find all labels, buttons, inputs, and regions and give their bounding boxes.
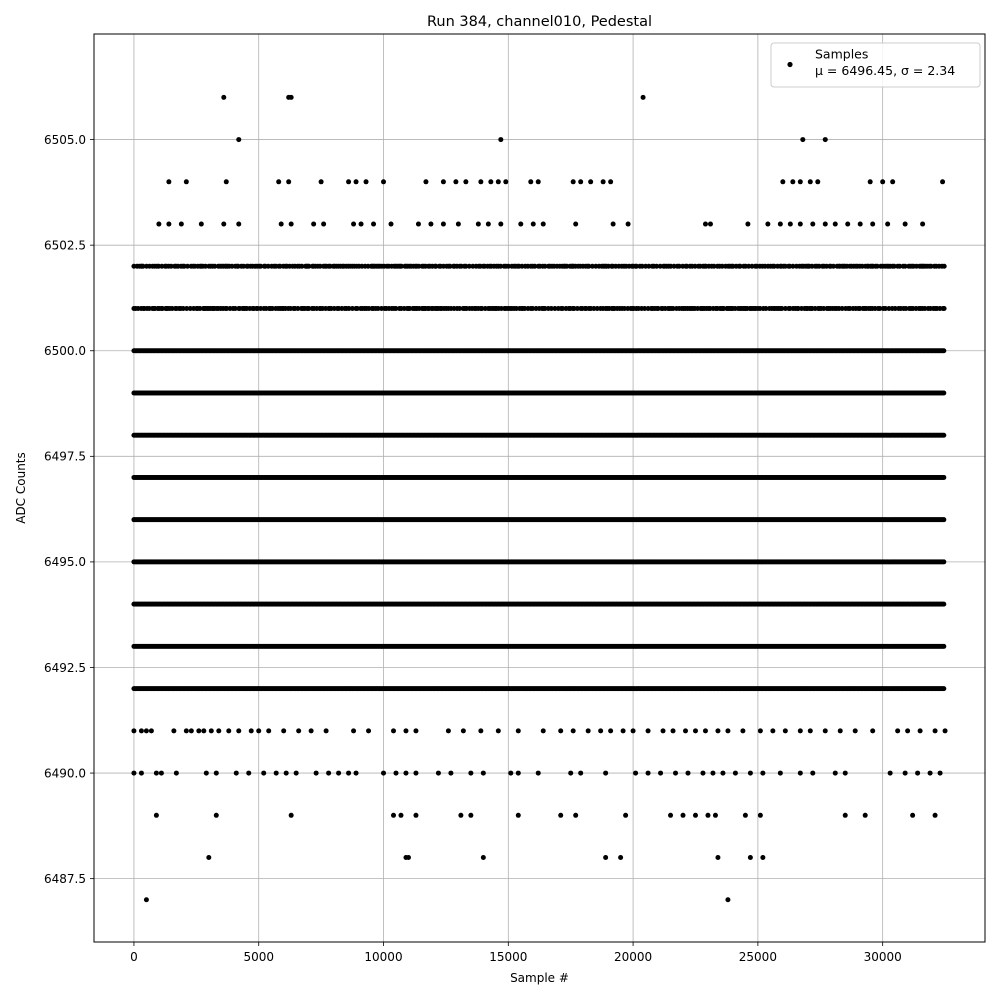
data-point xyxy=(941,517,946,522)
data-point xyxy=(941,433,946,438)
data-point xyxy=(941,390,946,395)
data-point xyxy=(941,602,946,607)
data-point xyxy=(941,475,946,480)
data-point xyxy=(941,644,946,649)
chart-title: Run 384, channel010, Pedestal xyxy=(426,14,653,30)
data-point xyxy=(941,686,946,691)
data-point xyxy=(941,559,946,564)
